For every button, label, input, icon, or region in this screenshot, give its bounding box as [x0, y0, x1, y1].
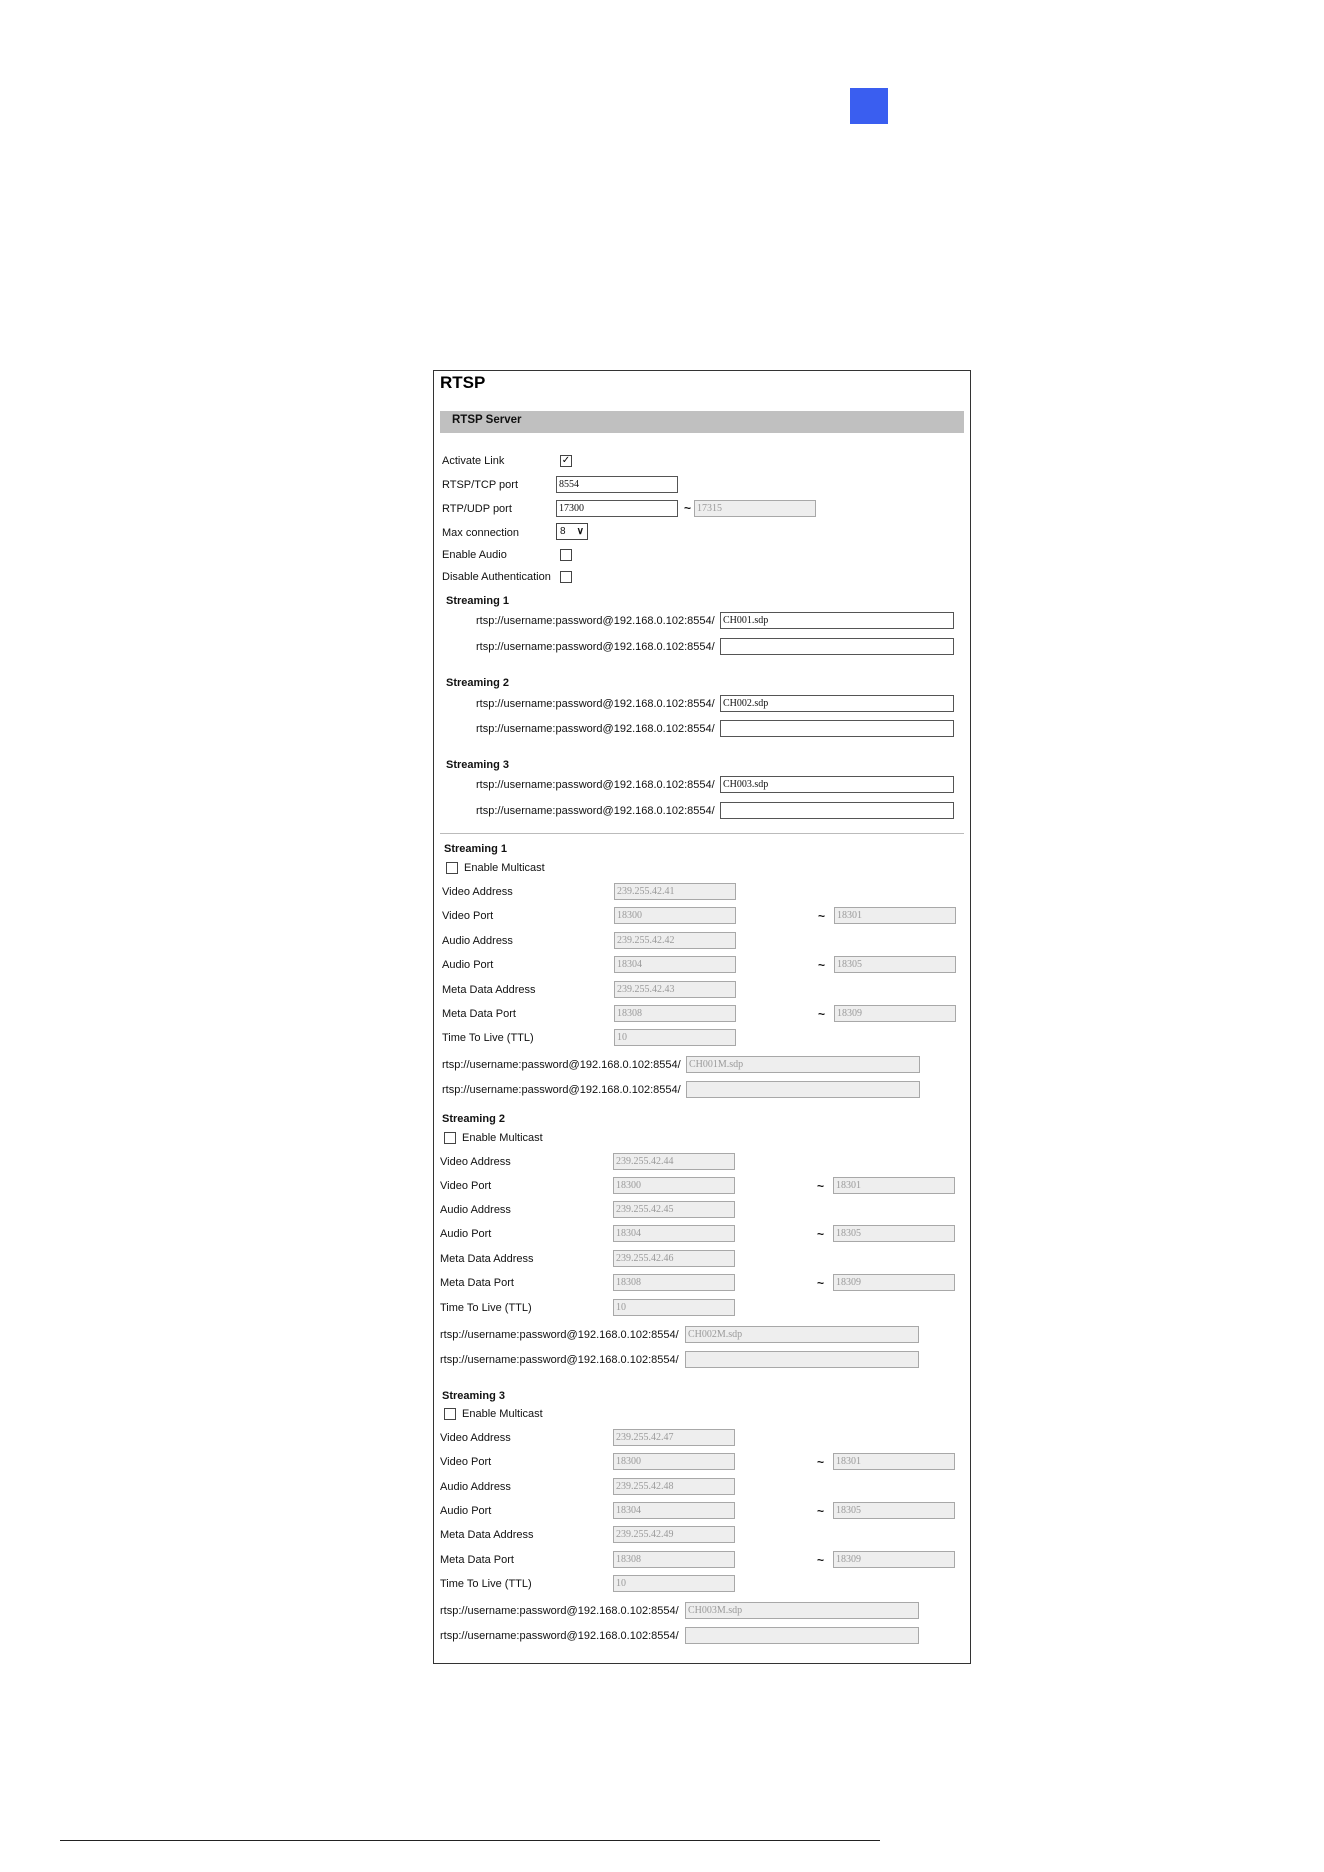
max-connection-value: 8 — [560, 526, 566, 537]
video-port-label: Video Port — [440, 1180, 492, 1192]
video-port-label: Video Port — [442, 910, 494, 922]
multicast-2-video-port-end-input: 18301 — [833, 1177, 955, 1194]
enable-multicast-2-checkbox[interactable] — [444, 1132, 456, 1144]
enable-multicast-2-label: Enable Multicast — [462, 1132, 543, 1144]
enable-multicast-3-label: Enable Multicast — [462, 1408, 543, 1420]
ttl-label: Time To Live (TTL) — [440, 1302, 532, 1314]
audio-address-label: Audio Address — [440, 1204, 511, 1216]
multicast-3-video-port-end-input: 18301 — [833, 1453, 955, 1470]
multicast-3-video-address-input: 239.255.42.47 — [613, 1429, 735, 1446]
multicast-3-audio-port-end-input: 18305 — [833, 1502, 955, 1519]
multicast-1-audio-port-input: 18304 — [614, 956, 736, 973]
unicast-2-path-2-input[interactable] — [720, 720, 954, 737]
audio-address-label: Audio Address — [440, 1481, 511, 1493]
multicast-3-meta-port-input: 18308 — [613, 1551, 735, 1568]
multicast-2-ttl-input: 10 — [613, 1299, 735, 1316]
multicast-2-audio-address-input: 239.255.42.45 — [613, 1201, 735, 1218]
multicast-1-audio-port-end-input: 18305 — [834, 956, 956, 973]
activate-link-label: Activate Link — [442, 455, 505, 467]
multicast-2-audio-port-input: 18304 — [613, 1225, 735, 1242]
page-marker — [850, 88, 888, 124]
rtsp-url-prefix: rtsp://username:password@192.168.0.102:8554/ — [476, 723, 715, 735]
multicast-3-audio-port-input: 18304 — [613, 1502, 735, 1519]
range-tilde: ~ — [817, 1504, 825, 1518]
multicast-3-path-1-input: CH003M.sdp — [685, 1602, 919, 1619]
unicast-1-path-2-input[interactable] — [720, 638, 954, 655]
multicast-1-path-1-input: CH001M.sdp — [686, 1056, 920, 1073]
meta-address-label: Meta Data Address — [440, 1529, 534, 1541]
multicast-3-meta-port-end-input: 18309 — [833, 1551, 955, 1568]
section-divider — [440, 833, 964, 834]
multicast-3-video-port-input: 18300 — [613, 1453, 735, 1470]
multicast-2-video-port-input: 18300 — [613, 1177, 735, 1194]
multicast-streaming-2-heading: Streaming 2 — [442, 1113, 505, 1125]
rtsp-url-prefix: rtsp://username:password@192.168.0.102:8554/ — [476, 641, 715, 653]
range-tilde: ~ — [817, 1553, 825, 1567]
disable-auth-checkbox[interactable] — [560, 571, 572, 583]
rtsp-url-prefix: rtsp://username:password@192.168.0.102:8554/ — [476, 615, 715, 627]
unicast-3-path-2-input[interactable] — [720, 802, 954, 819]
range-tilde: ~ — [817, 1179, 825, 1193]
multicast-3-meta-address-input: 239.255.42.49 — [613, 1526, 735, 1543]
rtsp-url-prefix: rtsp://username:password@192.168.0.102:8554/ — [442, 1084, 681, 1096]
multicast-1-video-address-input: 239.255.42.41 — [614, 883, 736, 900]
video-address-label: Video Address — [440, 1432, 511, 1444]
range-tilde: ~ — [817, 1455, 825, 1469]
disable-auth-label: Disable Authentication — [442, 571, 551, 583]
multicast-3-ttl-input: 10 — [613, 1575, 735, 1592]
video-port-label: Video Port — [440, 1456, 492, 1468]
enable-audio-label: Enable Audio — [442, 549, 507, 561]
audio-port-label: Audio Port — [440, 1228, 492, 1240]
multicast-2-video-address-input: 239.255.42.44 — [613, 1153, 735, 1170]
rtsp-panel — [433, 370, 971, 1664]
range-tilde: ~ — [817, 1276, 825, 1290]
footer-rule — [60, 1840, 880, 1841]
rtsp-url-prefix: rtsp://username:password@192.168.0.102:8554/ — [442, 1059, 681, 1071]
multicast-2-path-1-input: CH002M.sdp — [685, 1326, 919, 1343]
range-tilde: ~ — [817, 1227, 825, 1241]
rtsp-url-prefix: rtsp://username:password@192.168.0.102:8554/ — [440, 1329, 679, 1341]
multicast-3-path-2-input — [685, 1627, 919, 1644]
multicast-2-path-2-input — [685, 1351, 919, 1368]
audio-address-label: Audio Address — [442, 935, 513, 947]
udp-port-label: RTP/UDP port — [442, 503, 512, 515]
section-header — [440, 411, 964, 433]
rtsp-url-prefix: rtsp://username:password@192.168.0.102:8554/ — [440, 1605, 679, 1617]
udp-port-end-input: 17315 — [694, 500, 816, 517]
multicast-streaming-3-heading: Streaming 3 — [442, 1390, 505, 1402]
meta-address-label: Meta Data Address — [440, 1253, 534, 1265]
enable-audio-checkbox[interactable] — [560, 549, 572, 561]
rtsp-url-prefix: rtsp://username:password@192.168.0.102:8554/ — [440, 1630, 679, 1642]
multicast-2-audio-port-end-input: 18305 — [833, 1225, 955, 1242]
tcp-port-label: RTSP/TCP port — [442, 479, 519, 491]
multicast-1-meta-address-input: 239.255.42.43 — [614, 981, 736, 998]
rtsp-url-prefix: rtsp://username:password@192.168.0.102:8554/ — [440, 1354, 679, 1366]
ttl-label: Time To Live (TTL) — [440, 1578, 532, 1590]
meta-address-label: Meta Data Address — [442, 984, 536, 996]
audio-port-label: Audio Port — [440, 1505, 492, 1517]
enable-multicast-3-checkbox[interactable] — [444, 1408, 456, 1420]
rtsp-url-prefix: rtsp://username:password@192.168.0.102:8554/ — [476, 779, 715, 791]
meta-port-label: Meta Data Port — [442, 1008, 516, 1020]
unicast-streaming-1-heading: Streaming 1 — [446, 595, 509, 607]
video-address-label: Video Address — [440, 1156, 511, 1168]
multicast-1-ttl-input: 10 — [614, 1029, 736, 1046]
ttl-label: Time To Live (TTL) — [442, 1032, 534, 1044]
enable-multicast-1-label: Enable Multicast — [464, 862, 545, 874]
udp-port-input[interactable]: 17300 — [556, 500, 678, 517]
max-connection-select[interactable] — [556, 523, 588, 540]
multicast-1-video-port-input: 18300 — [614, 907, 736, 924]
unicast-streaming-3-heading: Streaming 3 — [446, 759, 509, 771]
unicast-3-path-1-input[interactable]: CH003.sdp — [720, 776, 954, 793]
range-tilde: ~ — [818, 1007, 826, 1021]
multicast-3-audio-address-input: 239.255.42.48 — [613, 1478, 735, 1495]
unicast-streaming-2-heading: Streaming 2 — [446, 677, 509, 689]
multicast-streaming-1-heading: Streaming 1 — [444, 843, 507, 855]
page-title: RTSP — [440, 373, 486, 392]
multicast-1-path-2-input — [686, 1081, 920, 1098]
rtsp-url-prefix: rtsp://username:password@192.168.0.102:8554/ — [476, 698, 715, 710]
audio-port-label: Audio Port — [442, 959, 494, 971]
range-tilde: ~ — [818, 958, 826, 972]
range-tilde: ~ — [818, 909, 826, 923]
meta-port-label: Meta Data Port — [440, 1554, 514, 1566]
video-address-label: Video Address — [442, 886, 513, 898]
activate-link-checkbox[interactable]: ✓ — [561, 455, 571, 466]
multicast-1-video-port-end-input: 18301 — [834, 907, 956, 924]
tcp-port-input[interactable]: 8554 — [556, 476, 678, 493]
meta-port-label: Meta Data Port — [440, 1277, 514, 1289]
chevron-down-icon: ∨ — [576, 526, 584, 537]
multicast-1-meta-port-input: 18308 — [614, 1005, 736, 1022]
enable-multicast-1-checkbox[interactable] — [446, 862, 458, 874]
multicast-2-meta-address-input: 239.255.42.46 — [613, 1250, 735, 1267]
udp-port-range-tilde: ~ — [684, 501, 692, 515]
multicast-2-meta-port-input: 18308 — [613, 1274, 735, 1291]
rtsp-url-prefix: rtsp://username:password@192.168.0.102:8554/ — [476, 805, 715, 817]
unicast-1-path-1-input[interactable]: CH001.sdp — [720, 612, 954, 629]
section-header-label: RTSP Server — [452, 414, 522, 426]
multicast-1-audio-address-input: 239.255.42.42 — [614, 932, 736, 949]
multicast-1-meta-port-end-input: 18309 — [834, 1005, 956, 1022]
max-connection-label: Max connection — [442, 527, 520, 539]
unicast-2-path-1-input[interactable]: CH002.sdp — [720, 695, 954, 712]
multicast-2-meta-port-end-input: 18309 — [833, 1274, 955, 1291]
